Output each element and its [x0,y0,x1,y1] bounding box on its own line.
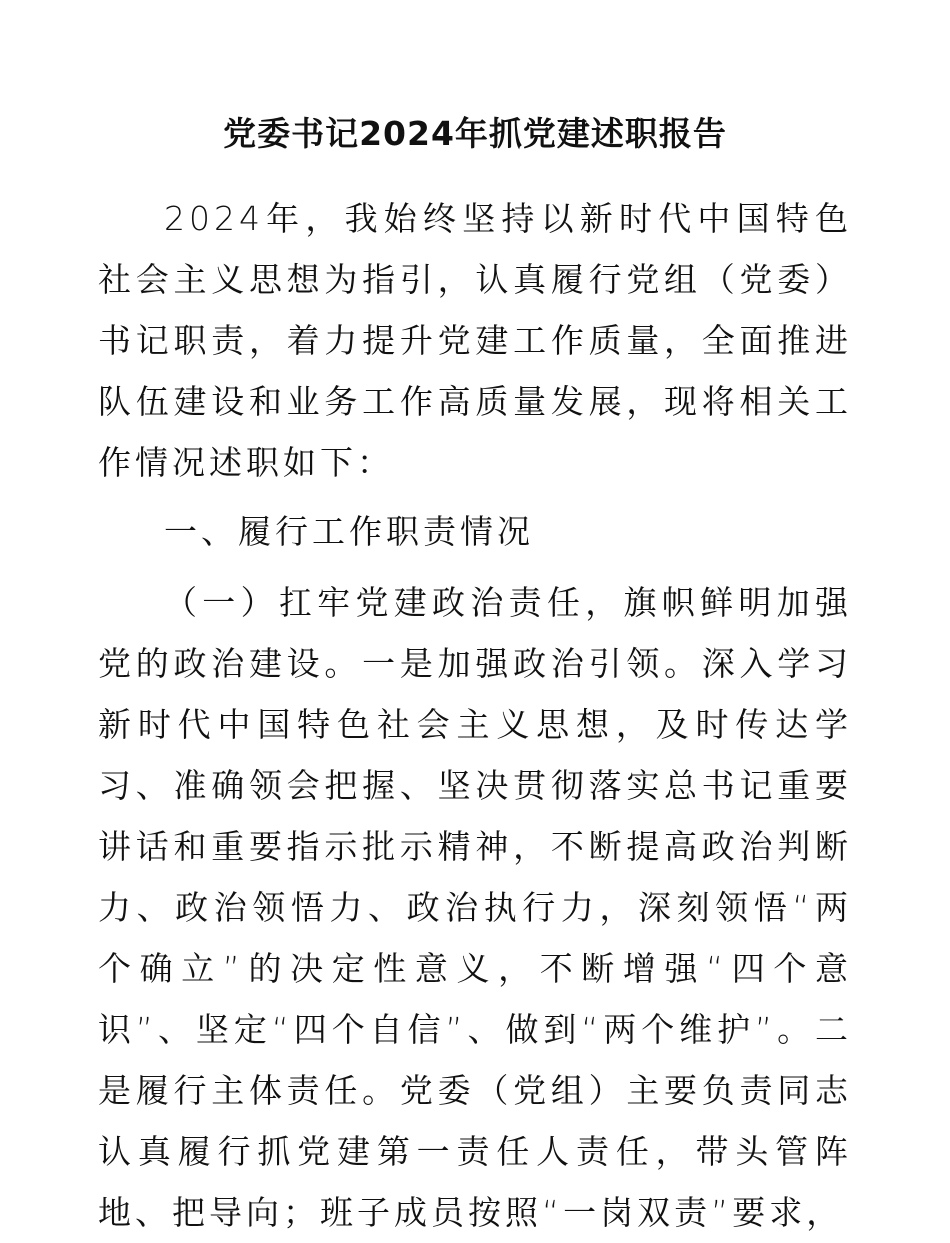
intro-paragraph: 2024年，我始终坚持以新时代中国特色社会主义思想为指引，认真履行党组（党委）书记职责，着力提升党建工作质量，全面推进队伍建设和业务工作高质量发展，现将相关工作情况述职如下： [98,199,852,482]
section-heading: 一、履行工作职责情况 [164,512,534,551]
document-body [98,188,852,1243]
document-title: 党委书记2024年抓党建述职报告 [223,114,727,153]
body-paragraph: （一）扛牢党建政治责任，旗帜鲜明加强党的政治建设。一是加强政治引领。深入学习新时代中国特色社会主义思想，及时传达学习、准确领会把握、坚决贯彻落实总书记重要讲话和重要指示批示精神，不断提高政治判断力、政治领悟力、政治执行力，深刻领悟“两个确立”的决定性意义，不断增强“四个意识”、坚定“四个自信”、做到“两个维护”。二是履行主体责任。党委（党组）主要负责同志认真履行抓党建第一责任人责任，带头管阵地、把导向；班子成员按照“一岗双责”要求， [98,583,852,1232]
